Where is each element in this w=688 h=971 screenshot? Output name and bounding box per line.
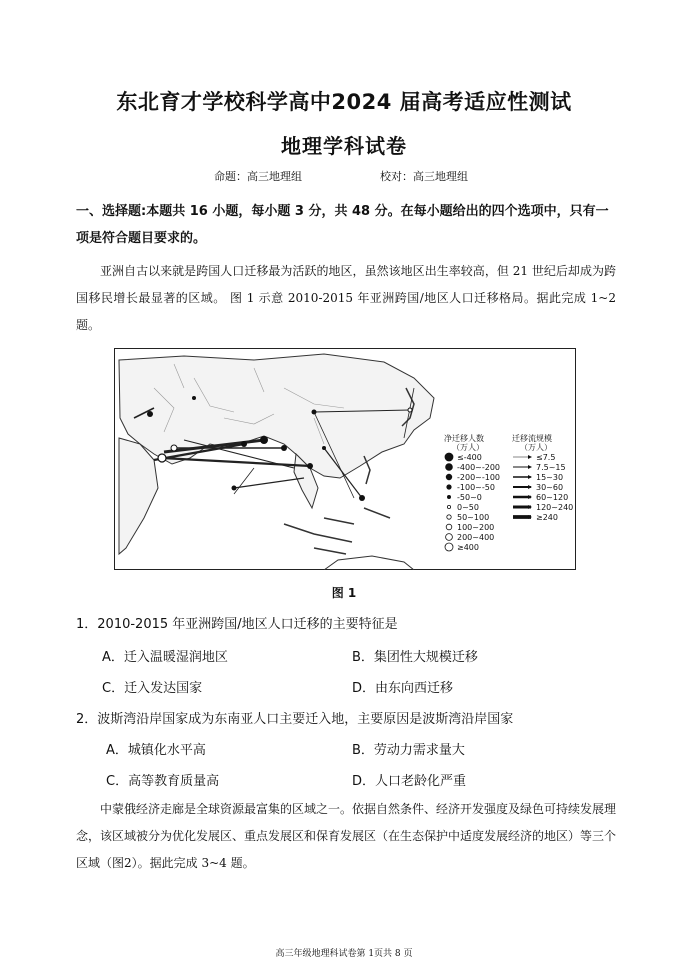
legend-net-label: 50~100 [457,512,490,522]
legend-flow-item [512,462,574,472]
legend-net-title: 净迁移人数 [444,434,484,443]
legend-flow-symbol [512,452,534,462]
legend-flow-label: ≥240 [536,512,558,522]
question-2-number: 2． [76,712,98,727]
legend-net-label: 200~400 [457,532,495,542]
legend-flow-label: 60~120 [536,492,569,502]
legend-net-item [444,482,506,492]
legend-net-symbol [444,542,454,552]
legend-flow-item [512,452,574,462]
legend-net-label: -50~0 [457,492,482,502]
legend-net-item [444,522,506,532]
author-label: 命题：高三地理组 [214,170,302,183]
passage-1: 亚洲自古以来就是跨国人口迁移最为活跃的地区，虽然该地区出生率较高，但 21 世纪后却成为跨国移民增长最显著的区域。 图 1 示意 2010-2015 年亚洲跨国/地区人口迁移格局。据此完成 1~2 题。 [76,264,616,332]
section-instructions: 一、选择题:本题共 16 小题，每小题 3 分，共 48 分。在每小题给出的四个选项中，只有一项是符合题目要求的。 [76,204,609,246]
legend-flow-title: 迁移流规模 [512,434,552,443]
legend-flow-symbol [512,472,534,482]
legend-flow-label: 7.5~15 [536,462,566,472]
question-1-option-c[interactable]: C．迁入发达国家 [102,681,203,696]
legend-net-unit: （万人） [452,443,484,452]
legend-net-item [444,452,506,462]
legend-net-symbol [444,462,454,472]
question-2-option-b[interactable]: B．劳动力需求量大 [352,743,465,758]
legend-net-item [444,472,506,482]
legend-net-symbol [444,472,454,482]
question-2-text: 波斯湾沿岸国家成为东南亚人口主要迁入地，主要原因是波斯湾沿岸国家 [97,712,514,727]
legend-net-item [444,532,506,542]
question-1-option-d[interactable]: D．由东向西迁移 [352,681,454,696]
question-2-option-d[interactable]: D．人口老龄化严重 [352,774,467,789]
legend-net-item [444,542,506,552]
question-1-text: 2010-2015 年亚洲跨国/地区人口迁移的主要特征是 [97,617,398,632]
legend-net-item [444,502,506,512]
legend-net-label: 100~200 [457,522,495,532]
question-2-option-c[interactable]: C．高等教育质量高 [106,774,220,789]
legend-flow-item [512,472,574,482]
legend-net-item [444,462,506,472]
legend-net-label: ≤-400 [457,452,482,462]
legend-flow-item [512,512,574,522]
legend-net-label: -400~-200 [457,462,501,472]
legend-flow-symbol [512,502,534,512]
figure-1-caption: 图 1 [331,586,357,600]
legend-net-symbol [444,502,454,512]
legend-net-item [444,492,506,502]
legend-net-symbol [444,512,454,522]
legend-flow-label: ≤7.5 [536,452,556,462]
legend-flow-label: 30~60 [536,482,564,492]
question-1-option-b[interactable]: B．集团性大规模迁移 [352,650,478,665]
checker-label: 校对：高三地理组 [380,170,468,183]
question-1-option-a[interactable]: A．迁入温暖湿润地区 [102,650,228,665]
legend-net-symbol [444,522,454,532]
migration-map-figure [114,348,576,570]
legend-flow-items [512,452,574,522]
legend-flow-item [512,502,574,512]
legend-flow-label: 15~30 [536,472,564,482]
legend-flow-symbol [512,462,534,472]
legend-net-label: -100~-50 [457,482,495,492]
question-1-number: 1． [76,617,98,632]
legend-flow-unit: （万人） [520,443,552,452]
legend-flow-item [512,492,574,502]
legend-flow-item [512,482,574,492]
legend-net-symbol [444,492,454,502]
legend-net-item [444,512,506,522]
legend-flow-symbol [512,512,534,522]
legend-net-symbol [444,482,454,492]
legend-flow-symbol [512,482,534,492]
legend-net-items [444,452,506,552]
legend-net-symbol [444,532,454,542]
legend-net-symbol [444,452,454,462]
exam-title: 东北育才学校科学高中2024 届高考适应性测试 [116,90,572,114]
legend-flow-symbol [512,492,534,502]
exam-subtitle: 地理学科试卷 [281,134,407,158]
question-1-stem [76,613,398,632]
passage-2: 中蒙俄经济走廊是全球资源最富集的区域之一。依据自然条件、经济开发强度及绿色可持续发展理念，该区域被分为优化发展区、重点发展区和保育发展区（在生态保护中适度发展经济的地区）等三个区域（图2）。据此完成 3~4 题。 [76,802,617,870]
map-legend [444,434,574,564]
legend-net-label: 0~50 [457,502,479,512]
legend-net-label: -200~-100 [457,472,501,482]
legend-net-label: ≥400 [457,542,479,552]
page-footer: 高三年级地理科试卷第 1页共 8 页 [275,949,413,959]
question-2-stem [76,708,513,727]
legend-flow-label: 120~240 [536,502,574,512]
question-2-option-a[interactable]: A．城镇化水平高 [106,743,206,758]
